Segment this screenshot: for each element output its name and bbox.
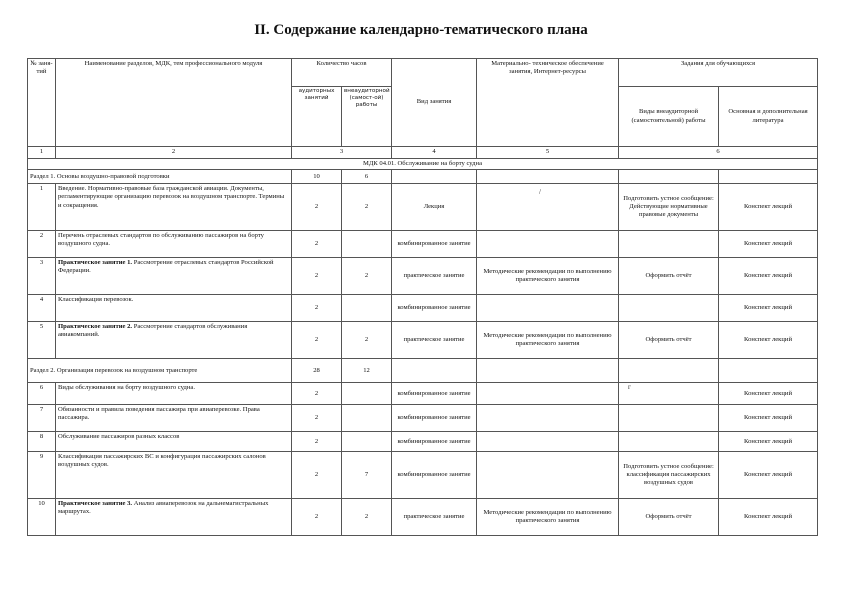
row-num: 5 [28, 322, 56, 359]
header-literature: Основная и дополнительная литература [719, 87, 818, 147]
empty-cell [719, 170, 818, 184]
row-material [477, 383, 619, 405]
col-number: 6 [619, 147, 818, 159]
row-name-text: Обслуживание пассажиров разных классов [58, 433, 180, 441]
row-name [56, 452, 292, 499]
stray-mark: г [628, 383, 631, 391]
row-aud-hours: 2 [292, 499, 342, 536]
header-aud: аудиторных занятий [292, 87, 342, 147]
section-aud-hours: 10 [292, 170, 342, 184]
row-task [619, 295, 719, 322]
table-row [28, 322, 818, 359]
row-vneaud-hours: 2 [342, 258, 392, 295]
table-row [28, 452, 818, 499]
row-type: комбинированное занятие [392, 405, 477, 432]
row-literature: Конспект лекций [719, 258, 818, 295]
mdk-row [28, 159, 818, 170]
row-aud-hours: 2 [292, 452, 342, 499]
header-row [28, 59, 818, 87]
row-literature: Конспект лекций [719, 231, 818, 258]
row-name [56, 383, 292, 405]
row-task: Подготовить устное сообщение: Действующие нормативные правовые документы [619, 184, 719, 231]
table-row [28, 383, 818, 405]
row-vneaud-hours [342, 383, 392, 405]
row-name-text: Перечень отраслевых стандартов по обслуживанию пассажиров на борту воздушного судна. [58, 232, 264, 248]
row-type: комбинированное занятие [392, 432, 477, 452]
row-material: Методические рекомендации по выполнению практического занятия [477, 499, 619, 536]
row-num: 9 [28, 452, 56, 499]
table-body [28, 159, 818, 536]
row-name-text: Обязанности и правила поведения пассажира при авиаперевозке. Права пассажира. [58, 406, 260, 422]
row-task [619, 405, 719, 432]
table-row [28, 231, 818, 258]
header-hours: Количество часов [292, 59, 392, 87]
row-aud-hours: 2 [292, 258, 342, 295]
row-name-bold: Практическое занятие 3. [58, 500, 133, 508]
stray-mark: / [539, 188, 541, 196]
row-material [477, 231, 619, 258]
row-task: Оформить отчёт [619, 258, 719, 295]
table-row [28, 295, 818, 322]
row-type: комбинированное занятие [392, 383, 477, 405]
section-title: Раздел 2. Организация перевозок на воздушном транспорте [28, 359, 292, 383]
section-vneaud-hours: 12 [342, 359, 392, 383]
header-tasks: Задания для обучающихся [619, 59, 818, 87]
header-name: Наименование разделов, МДК, тем профессионального модуля [56, 59, 292, 147]
header-num: № заня- тий [28, 59, 56, 147]
section-aud-hours: 28 [292, 359, 342, 383]
table-row [28, 432, 818, 452]
row-literature: Конспект лекций [719, 432, 818, 452]
empty-cell [477, 359, 619, 383]
row-name [56, 322, 292, 359]
table-row [28, 258, 818, 295]
row-task: Оформить отчёт [619, 499, 719, 536]
table-row [28, 499, 818, 536]
row-type: практическое занятие [392, 322, 477, 359]
row-name [56, 184, 292, 231]
row-aud-hours: 2 [292, 231, 342, 258]
row-name-text: Классификация перевозок. [58, 296, 134, 304]
empty-cell [619, 170, 719, 184]
empty-cell [719, 359, 818, 383]
col-number: 4 [392, 147, 477, 159]
row-material: Методические рекомендации по выполнению практического занятия [477, 322, 619, 359]
row-task [619, 231, 719, 258]
section-row [28, 170, 818, 184]
row-material [477, 184, 619, 231]
row-name-text: Рассмотрение стандартов обслуживания авиакомпаний. [58, 323, 248, 339]
row-name [56, 499, 292, 536]
row-literature: Конспект лекций [719, 322, 818, 359]
row-aud-hours: 2 [292, 322, 342, 359]
row-material [477, 405, 619, 432]
row-name-text: Введение. Нормативно-правовые база гражданской авиации. Документы, регламентирующие организацию перевозок на воздушном транспорте. Термины и сокращения. [58, 185, 285, 209]
row-name [56, 258, 292, 295]
row-name-bold: Практическое занятие 2. [58, 323, 133, 331]
row-name [56, 295, 292, 322]
section-vneaud-hours: 6 [342, 170, 392, 184]
row-aud-hours: 2 [292, 184, 342, 231]
row-name [56, 405, 292, 432]
row-vneaud-hours [342, 295, 392, 322]
row-num: 2 [28, 231, 56, 258]
row-name-text: Виды обслуживания на борту воздушного судна. [58, 384, 195, 392]
row-type: практическое занятие [392, 499, 477, 536]
row-num: 8 [28, 432, 56, 452]
row-vneaud-hours [342, 231, 392, 258]
page-title: II. Содержание календарно-тематического плана [254, 22, 588, 38]
row-task: Подготовить устное сообщение: классификация пассажирских воздушных судов [619, 452, 719, 499]
section-title: Раздел 1. Основы воздушно-правовой подготовки [28, 170, 292, 184]
row-num: 3 [28, 258, 56, 295]
row-name-bold: Практическое занятие 1. [58, 259, 133, 267]
empty-cell [392, 170, 477, 184]
row-type: комбинированное занятие [392, 231, 477, 258]
row-aud-hours: 2 [292, 405, 342, 432]
thematic-plan-table [27, 58, 818, 536]
row-type: Лекция [392, 184, 477, 231]
row-literature: Конспект лекций [719, 405, 818, 432]
row-vneaud-hours: 2 [342, 499, 392, 536]
row-literature: Конспект лекций [719, 383, 818, 405]
row-vneaud-hours: 2 [342, 322, 392, 359]
row-name-text: Рассмотрение отраслевых стандартов Российской Федерации. [58, 259, 274, 275]
table-row [28, 405, 818, 432]
row-material: Методические рекомендации по выполнению практического занятия [477, 258, 619, 295]
mdk-title: МДК 04.01. Обслуживание на борту судна [28, 159, 818, 170]
row-literature: Конспект лекций [719, 499, 818, 536]
row-vneaud-hours: 7 [342, 452, 392, 499]
row-num: 4 [28, 295, 56, 322]
row-task [619, 383, 719, 405]
row-aud-hours: 2 [292, 295, 342, 322]
row-num: 6 [28, 383, 56, 405]
row-name [56, 231, 292, 258]
column-numbers-row [28, 147, 818, 159]
empty-cell [619, 359, 719, 383]
row-task [619, 432, 719, 452]
row-aud-hours: 2 [292, 383, 342, 405]
row-name-text: Анализ авиаперевозок на дальнемагистральных маршрутах. [58, 500, 269, 516]
header-vneaud: внеаудиторной (самост-ой) работы [342, 87, 392, 147]
col-number: 5 [477, 147, 619, 159]
row-material [477, 452, 619, 499]
row-literature: Конспект лекций [719, 452, 818, 499]
row-num: 1 [28, 184, 56, 231]
row-material [477, 432, 619, 452]
row-vneaud-hours [342, 432, 392, 452]
row-task: Оформить отчёт [619, 322, 719, 359]
empty-cell [392, 359, 477, 383]
row-aud-hours: 2 [292, 432, 342, 452]
row-num: 7 [28, 405, 56, 432]
col-number: 2 [56, 147, 292, 159]
col-number: 1 [28, 147, 56, 159]
row-num: 10 [28, 499, 56, 536]
table-row [28, 184, 818, 231]
header-type: Вид занятия [392, 59, 477, 147]
row-type: комбинированное занятие [392, 452, 477, 499]
row-name [56, 432, 292, 452]
row-vneaud-hours: 2 [342, 184, 392, 231]
col-number: 3 [292, 147, 392, 159]
row-literature: Конспект лекций [719, 184, 818, 231]
row-name-text: Классификация пассажирских ВС и конфигурация пассажирских салонов воздушных судов. [58, 453, 266, 469]
section-row [28, 359, 818, 383]
empty-cell [477, 170, 619, 184]
row-type: практическое занятие [392, 258, 477, 295]
row-vneaud-hours [342, 405, 392, 432]
header-task-kind: Виды внеаудиторной (самостоятельной) работы [619, 87, 719, 147]
header-material: Материально- техническое обеспечение занятия, Интернет-ресурсы [477, 59, 619, 147]
row-material [477, 295, 619, 322]
row-literature: Конспект лекций [719, 295, 818, 322]
row-type: комбинированное занятие [392, 295, 477, 322]
